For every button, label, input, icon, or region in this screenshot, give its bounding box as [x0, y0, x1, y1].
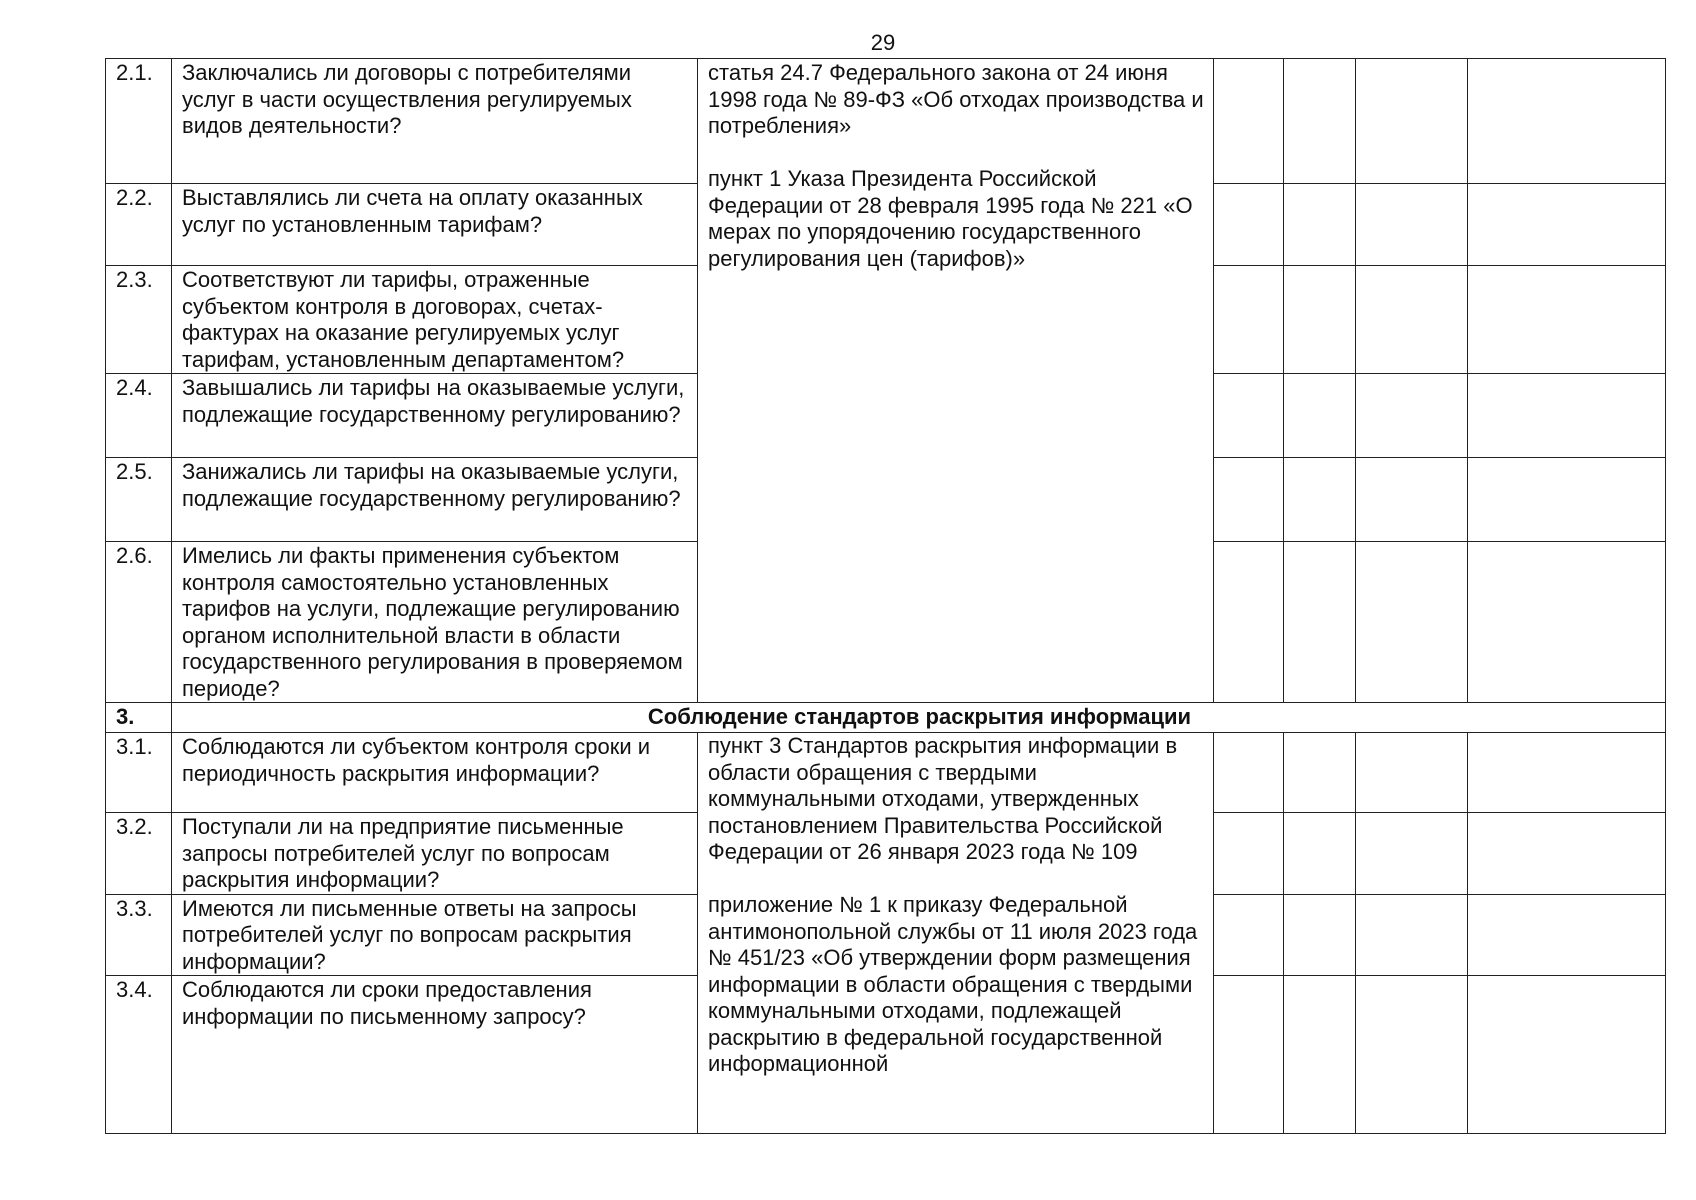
answer-cell-yes [1214, 733, 1284, 813]
legal-basis: пункт 3 Стандартов раскрытия информации в области обращения с твердыми коммунальными отходами, утвержденных постановлением Правительства Российской Федерации от 26 января 2023 года № 109 приложение № 1 к приказу Федеральной антимонопольной службы от 11 июля 2023 года № 451/23 «Об утверждении форм размещения информации в области обращения с твердыми коммунальными отходами, подлежащей раскрытию в федеральной государственной информационной [698, 733, 1214, 1134]
row-number: 3.3. [106, 894, 172, 976]
section-title: Соблюдение стандартов раскрытия информации [172, 703, 1666, 733]
question-text: Занижались ли тарифы на оказываемые услуги, подлежащие государственному регулированию? [172, 458, 698, 542]
question-text: Соблюдаются ли сроки предоставления информации по письменному запросу? [172, 976, 698, 1134]
section-header-row [106, 703, 1666, 733]
answer-cell-no [1284, 813, 1356, 895]
question-text: Выставлялись ли счета на оплату оказанных услуг по установленным тарифам? [172, 184, 698, 266]
row-number: 2.6. [106, 542, 172, 703]
row-number: 3.4. [106, 976, 172, 1134]
question-text: Имелись ли факты применения субъектом контроля самостоятельно установленных тарифов на услуги, подлежащие регулированию органом исполнительной власти в области государственного регулирования в проверяемом периоде? [172, 542, 698, 703]
table-row [106, 733, 1666, 813]
answer-cell-not-applicable [1356, 813, 1468, 895]
answer-cell-not-applicable [1356, 733, 1468, 813]
row-number: 2.3. [106, 266, 172, 374]
answer-cell-not-applicable [1356, 458, 1468, 542]
notes-cell [1468, 458, 1666, 542]
row-number: 2.2. [106, 184, 172, 266]
notes-cell [1468, 374, 1666, 458]
answer-cell-no [1284, 976, 1356, 1134]
answer-cell-yes [1214, 374, 1284, 458]
question-text: Завышались ли тарифы на оказываемые услуги, подлежащие государственному регулированию? [172, 374, 698, 458]
answer-cell-yes [1214, 976, 1284, 1134]
question-text: Соответствуют ли тарифы, отраженные субъектом контроля в договорах, счетах-фактурах на оказание регулируемых услуг тарифам, установленным департаментом? [172, 266, 698, 374]
answer-cell-yes [1214, 458, 1284, 542]
notes-cell [1468, 542, 1666, 703]
question-text: Поступали ли на предприятие письменные запросы потребителей услуг по вопросам раскрытия информации? [172, 813, 698, 895]
answer-cell-yes [1214, 59, 1284, 184]
answer-cell-no [1284, 733, 1356, 813]
answer-cell-yes [1214, 894, 1284, 976]
section-number: 3. [106, 703, 172, 733]
notes-cell [1468, 813, 1666, 895]
answer-cell-no [1284, 374, 1356, 458]
question-text: Имеются ли письменные ответы на запросы потребителей услуг по вопросам раскрытия информации? [172, 894, 698, 976]
answer-cell-not-applicable [1356, 976, 1468, 1134]
answer-cell-no [1284, 184, 1356, 266]
page-number: 29 [870, 30, 896, 55]
table-row [106, 59, 1666, 184]
row-number: 3.2. [106, 813, 172, 895]
row-number: 2.4. [106, 374, 172, 458]
answer-cell-no [1284, 266, 1356, 374]
notes-cell [1468, 733, 1666, 813]
notes-cell [1468, 894, 1666, 976]
answer-cell-not-applicable [1356, 266, 1468, 374]
notes-cell [1468, 976, 1666, 1134]
answer-cell-not-applicable [1356, 894, 1468, 976]
notes-cell [1468, 266, 1666, 374]
checklist-table [105, 58, 1666, 1134]
notes-cell [1468, 59, 1666, 184]
answer-cell-no [1284, 894, 1356, 976]
answer-cell-yes [1214, 184, 1284, 266]
answer-cell-no [1284, 458, 1356, 542]
row-number: 2.1. [106, 59, 172, 184]
answer-cell-not-applicable [1356, 59, 1468, 184]
answer-cell-not-applicable [1356, 374, 1468, 458]
answer-cell-yes [1214, 813, 1284, 895]
answer-cell-not-applicable [1356, 542, 1468, 703]
answer-cell-no [1284, 542, 1356, 703]
question-text: Заключались ли договоры с потребителями услуг в части осуществления регулируемых видов деятельности? [172, 59, 698, 184]
row-number: 3.1. [106, 733, 172, 813]
answer-cell-not-applicable [1356, 184, 1468, 266]
legal-basis: статья 24.7 Федерального закона от 24 июня 1998 года № 89-ФЗ «Об отходах производства и потребления» пункт 1 Указа Президента Российской Федерации от 28 февраля 1995 года № 221 «О мерах по упорядочению государственного регулирования цен (тарифов)» [698, 59, 1214, 703]
answer-cell-no [1284, 59, 1356, 184]
answer-cell-yes [1214, 542, 1284, 703]
notes-cell [1468, 184, 1666, 266]
answer-cell-yes [1214, 266, 1284, 374]
row-number: 2.5. [106, 458, 172, 542]
question-text: Соблюдаются ли субъектом контроля сроки и периодичность раскрытия информации? [172, 733, 698, 813]
